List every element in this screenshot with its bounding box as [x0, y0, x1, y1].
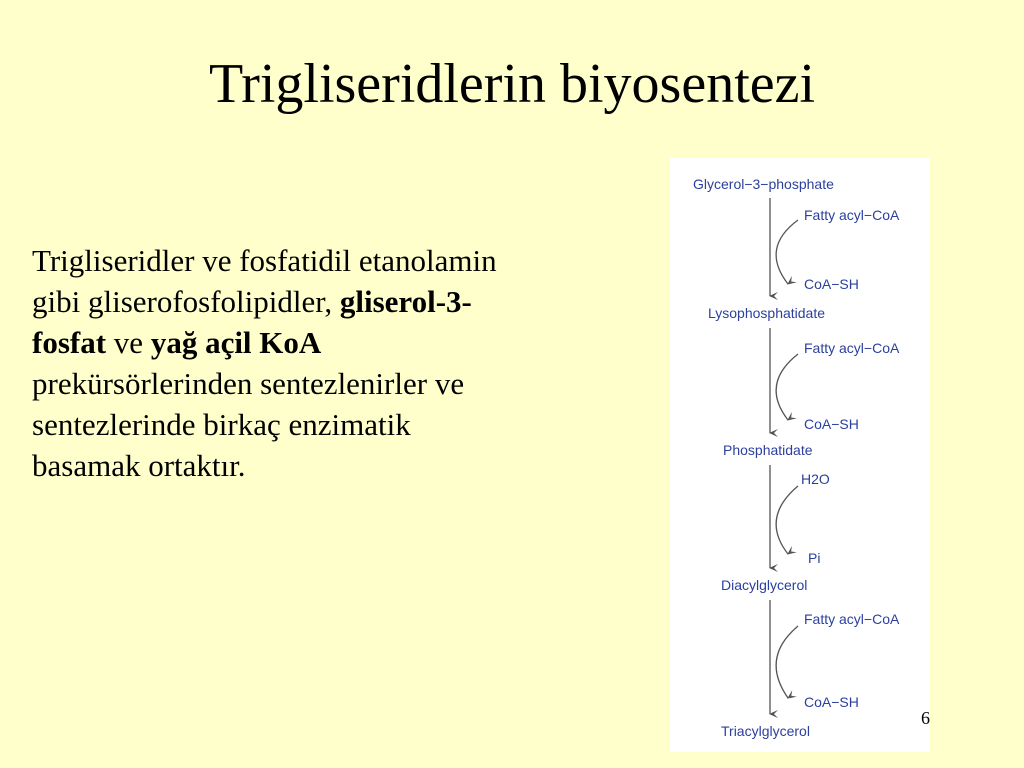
- step-4-input: Fatty acyl−CoA: [804, 611, 900, 627]
- body-text-part-2: ve: [106, 325, 151, 360]
- compound-glycerol-3-phosphate: Glycerol−3−phosphate: [693, 176, 834, 192]
- step-2-input: Fatty acyl−CoA: [804, 340, 900, 356]
- pathway-svg: [670, 158, 930, 752]
- body-text-part-1: Trigliseridler ve fosfatidil etanolamin gibi gliserofosfolipidler,: [32, 243, 497, 319]
- compound-phosphatidate: Phosphatidate: [723, 442, 813, 458]
- step-3-input: H2O: [801, 471, 830, 487]
- body-text-part-3: prekürsörlerinden sentezlenirler ve sentezlerinde birkaç enzimatik basamak ortaktır.: [32, 366, 465, 483]
- step-3-side-arrow: [776, 486, 798, 554]
- compound-triacylglycerol: Triacylglycerol: [721, 723, 810, 739]
- step-2-side-arrow: [776, 354, 798, 420]
- step-3-output: Pi: [808, 550, 821, 566]
- step-4-side-arrow: [776, 626, 798, 698]
- step-2-output: CoA−SH: [804, 416, 859, 432]
- compound-diacylglycerol: Diacylglycerol: [721, 577, 808, 593]
- triglyceride-pathway-diagram: [670, 158, 930, 752]
- slide-body-text: [32, 240, 502, 486]
- body-bold-glycerol-3-phosphate: gliserol-3-fosfat: [32, 284, 472, 360]
- compound-lysophosphatidate: Lysophosphatidate: [708, 305, 826, 321]
- slide-title: Trigliseridlerin biyosentezi: [208, 53, 816, 115]
- body-bold-fatty-acyl-coa: yağ açil KoA: [150, 325, 322, 360]
- step-4-output: CoA−SH: [804, 694, 859, 710]
- slide-number: 6: [921, 708, 930, 728]
- step-1-output: CoA−SH: [804, 276, 859, 292]
- step-1-input: Fatty acyl−CoA: [804, 207, 900, 223]
- step-1-side-arrow: [776, 220, 798, 284]
